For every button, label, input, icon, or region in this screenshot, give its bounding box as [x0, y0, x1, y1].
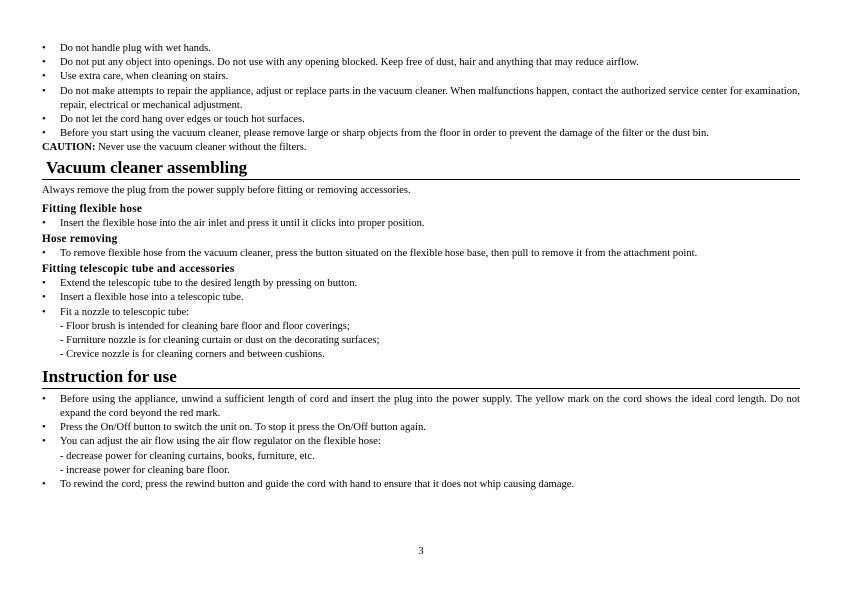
assembling-intro: Always remove the plug from the power supply before fitting or removing accessories. [42, 184, 411, 196]
bullet-icon: • [42, 71, 46, 83]
bullet-icon: • [42, 217, 46, 229]
list-item: • You can adjust the air flow using the air flow regulator on the flexible hose: [42, 435, 800, 449]
subheading-fitting-hose: Fitting flexible hose [42, 202, 143, 215]
dash-item: - decrease power for cleaning curtains, books, furniture, etc. [60, 450, 315, 462]
list-item: • To rewind the cord, press the rewind button and guide the cord with hand to ensure that it does not whip causing damage. [42, 478, 800, 492]
bullet-icon: • [42, 43, 46, 54]
bullet-icon: • [42, 436, 46, 448]
bullet-icon: • [42, 422, 46, 434]
document-content [42, 42, 800, 492]
subheading-telescopic: Fitting telescopic tube and accessories [42, 263, 235, 276]
list-item: • Press the On/Off button to switch the unit on. To stop it press the On/Off button again. [42, 421, 800, 435]
list-item: • Do not let the cord hang over edges or touch hot surfaces. [42, 113, 800, 127]
list-item: • To remove flexible hose from the vacuum cleaner, press the button situated on the flexible hose base, then pull to remove it from the attachment point. [42, 247, 800, 261]
dash-item: - Crevice nozzle is for cleaning corners and between cushions. [60, 348, 325, 360]
caution-note [42, 141, 800, 155]
caution-label: CAUTION: [42, 142, 96, 154]
bullet-icon: • [42, 292, 46, 304]
caution-text: Never use the vacuum cleaner without the filters. [95, 142, 307, 154]
section-heading-assembling: Vacuum cleaner assembling [42, 157, 800, 180]
bullet-icon: • [42, 85, 46, 97]
bullet-icon: • [42, 114, 46, 126]
list-item: • Fit a nozzle to telescopic tube: [42, 306, 800, 320]
section-heading-instruction: Instruction for use [42, 366, 800, 389]
bullet-icon: • [42, 57, 46, 69]
dash-item: - Furniture nozzle is for cleaning curtain or dust on the decorating surfaces; [60, 334, 380, 346]
list-item: • Insert a flexible hose into a telescopic tube. [42, 291, 800, 305]
page-number: 3 [418, 546, 424, 557]
bullet-icon: • [42, 278, 46, 290]
dash-item: - Floor brush is intended for cleaning bare floor and floor coverings; [60, 320, 350, 332]
list-item: • Do not handle plug with wet hands. [42, 42, 800, 56]
list-item: • Insert the flexible hose into the air inlet and press it until it clicks into proper position. [42, 217, 800, 231]
bullet-icon: • [42, 393, 46, 405]
list-item: • Extend the telescopic tube to the desired length by pressing on button. [42, 277, 800, 291]
list-item: • Do not make attempts to repair the appliance, adjust or replace parts in the vacuum cleaner. When malfunctions happen, contact the authorized service center for examination, repair, electrical or mechanical adjustment. [42, 85, 800, 111]
list-item: • Before using the appliance, unwind a sufficient length of cord and insert the plug into the power supply. The yellow mark on the cord shows the ideal cord length. Do not expand the cord beyond the red mark. [42, 393, 800, 420]
list-item: • Do not put any object into openings. Do not use with any opening blocked. Keep free of dust, hair and anything that may reduce airflow. [42, 56, 800, 70]
subheading-hose-removing: Hose removing [42, 233, 118, 246]
list-item: • Before you start using the vacuum cleaner, please remove large or sharp objects from the floor in order to prevent the damage of the filter or the dust bin. [42, 127, 800, 141]
bullet-icon: • [42, 128, 46, 140]
dash-item: - increase power for cleaning bare floor. [60, 464, 230, 476]
bullet-icon: • [42, 478, 46, 490]
bullet-icon: • [42, 248, 46, 260]
list-item: • Use extra care, when cleaning on stairs. [42, 70, 800, 84]
bullet-icon: • [42, 306, 46, 318]
